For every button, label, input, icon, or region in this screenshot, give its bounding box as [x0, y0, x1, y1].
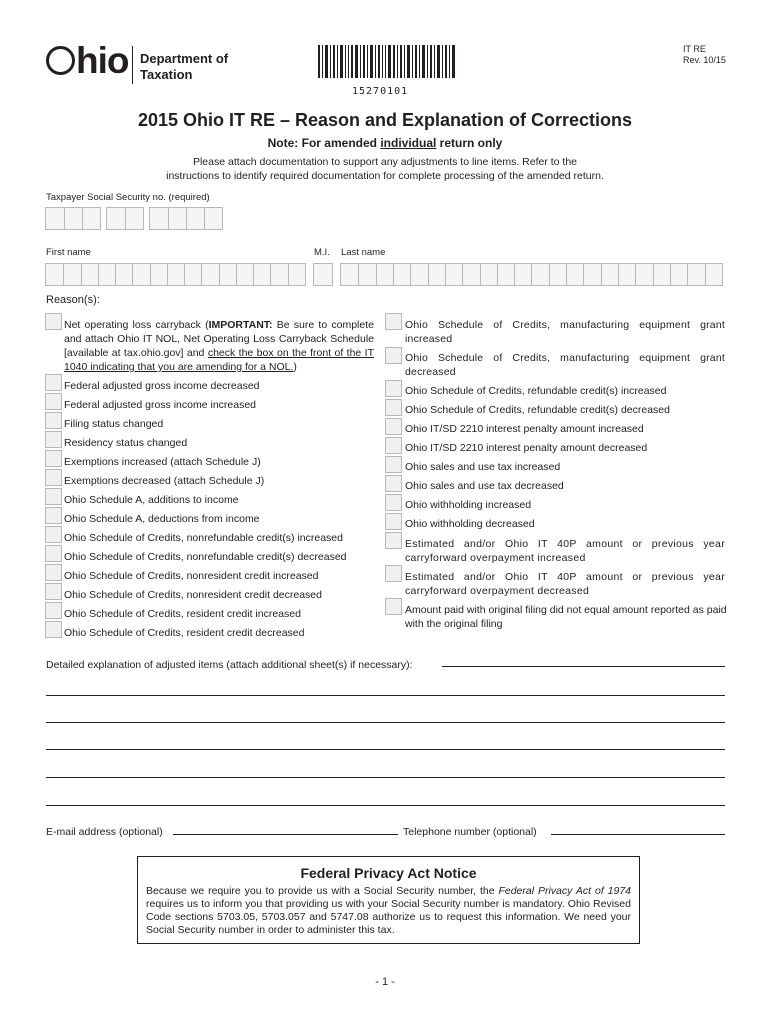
reason-left-11: Ohio Schedule of Credits, nonresident credit increased — [64, 570, 319, 582]
reason-right-10: Ohio withholding decreased — [405, 518, 535, 530]
privacy-notice — [137, 856, 640, 944]
explanation-line-3[interactable] — [46, 722, 725, 723]
reason-right-2: Ohio Schedule of Credits, manufacturing equipment grant decreased — [405, 352, 725, 378]
reason-right-12: Estimated and/or Ohio IT 40P amount or previous year carryforward overpayment decreased — [405, 571, 725, 597]
checkbox-reason-right-11[interactable] — [385, 532, 402, 549]
checkbox-reason-left-8[interactable] — [45, 507, 62, 524]
reason-left-1: Federal adjusted gross income decreased — [64, 380, 260, 392]
form-id: IT RE Rev. 10/15 — [683, 44, 726, 65]
first-name-field[interactable] — [45, 263, 306, 286]
explanation-line-5[interactable] — [46, 777, 725, 778]
checkbox-reason-left-5[interactable] — [45, 450, 62, 467]
checkbox-reason-left-13[interactable] — [45, 602, 62, 619]
explanation-label: Detailed explanation of adjusted items (attach additional sheet(s) if necessary): — [46, 659, 413, 671]
page-number: - 1 - — [375, 976, 395, 988]
reason-left-3: Filing status changed — [64, 418, 164, 430]
checkbox-reason-left-2[interactable] — [45, 393, 62, 410]
ohio-logo-o-icon — [46, 46, 75, 75]
checkbox-reason-right-5[interactable] — [385, 418, 402, 435]
checkbox-reason-right-8[interactable] — [385, 475, 402, 492]
checkbox-reason-right-3[interactable] — [385, 380, 402, 397]
email-field[interactable] — [173, 834, 398, 835]
ssn-field-part2[interactable] — [106, 207, 144, 230]
reason-left-6: Exemptions decreased (attach Schedule J) — [64, 475, 265, 487]
privacy-text: Because we require you to provide us with a Social Security number, the Federal Privacy Act of 1974 requires us to inform you that providing us with your Social Security number is mandatory. Ohio Revised Code sections 5703.05, 5703.057 and 5747.08 authorize us to request this information. We need your Social Security number in order to administer this tax. — [146, 885, 631, 936]
checkbox-reason-left-1[interactable] — [45, 374, 62, 391]
phone-field[interactable] — [551, 834, 725, 835]
reason-right-1: Ohio Schedule of Credits, manufacturing equipment grant increased — [405, 319, 725, 345]
reason-right-7: Ohio sales and use tax increased — [405, 461, 561, 473]
last-name-label: Last name — [341, 247, 386, 258]
checkbox-reason-left-7[interactable] — [45, 488, 62, 505]
phone-label: Telephone number (optional) — [403, 826, 537, 838]
reason-right-6: Ohio IT/SD 2210 interest penalty amount decreased — [405, 442, 648, 454]
checkbox-reason-left-14[interactable] — [45, 621, 62, 638]
checkbox-reason-left-3[interactable] — [45, 412, 62, 429]
reason-nol-carryback: Net operating loss carryback (IMPORTANT: Be sure to complete and attach Ohio IT NOL, Net Operating Loss Carryback Schedule [available at tax.ohio.gov] and check the box on the front of the IT 1040 indicating that you are amending for a NOL.) — [64, 319, 374, 373]
reason-left-12: Ohio Schedule of Credits, nonresident credit decreased — [64, 589, 322, 601]
mi-label: M.I. — [314, 247, 330, 258]
checkbox-reason-left-6[interactable] — [45, 469, 62, 486]
reason-right-4: Ohio Schedule of Credits, refundable credit(s) decreased — [405, 404, 670, 416]
reason-left-10: Ohio Schedule of Credits, nonrefundable credit(s) decreased — [64, 551, 347, 563]
reason-right-8: Ohio sales and use tax decreased — [405, 480, 564, 492]
department-name: Department of Taxation — [140, 51, 229, 82]
ohio-logo: hio — [46, 42, 128, 79]
instructions: Please attach documentation to support any adjustments to line items. Refer to the instructions to identify required documentation for complete processing of the amended return. — [166, 156, 604, 182]
middle-initial-field[interactable] — [313, 263, 333, 286]
explanation-line-2[interactable] — [46, 695, 725, 696]
reason-left-4: Residency status changed — [64, 437, 188, 449]
reason-right-9: Ohio withholding increased — [405, 499, 532, 511]
checkbox-reason-left-4[interactable] — [45, 431, 62, 448]
reason-left-14: Ohio Schedule of Credits, resident credit decreased — [64, 627, 305, 639]
checkbox-reason-left-9[interactable] — [45, 526, 62, 543]
checkbox-reason-right-4[interactable] — [385, 399, 402, 416]
reasons-label: Reason(s): — [46, 294, 100, 306]
checkbox-nol-carryback[interactable] — [45, 313, 62, 330]
last-name-field[interactable] — [340, 263, 723, 286]
ssn-field-part1[interactable] — [45, 207, 101, 230]
reason-right-3: Ohio Schedule of Credits, refundable credit(s) increased — [405, 385, 667, 397]
ssn-field-part3[interactable] — [149, 207, 223, 230]
logo-divider — [132, 46, 133, 84]
explanation-line-6[interactable] — [46, 805, 725, 806]
checkbox-reason-left-10[interactable] — [45, 545, 62, 562]
checkbox-reason-right-9[interactable] — [385, 494, 402, 511]
checkbox-reason-right-7[interactable] — [385, 456, 402, 473]
reason-right-11: Estimated and/or Ohio IT 40P amount or previous year carryforward overpayment increased — [405, 538, 725, 564]
explanation-line-1[interactable] — [442, 666, 725, 667]
page-title: 2015 Ohio IT RE – Reason and Explanation of Corrections — [137, 110, 633, 130]
checkbox-reason-right-6[interactable] — [385, 437, 402, 454]
barcode-number: 15270101 — [352, 86, 409, 97]
checkbox-reason-right-12[interactable] — [385, 565, 402, 582]
reason-left-2: Federal adjusted gross income increased — [64, 399, 257, 411]
privacy-title: Federal Privacy Act Notice — [300, 865, 477, 881]
reason-left-7: Ohio Schedule A, additions to income — [64, 494, 239, 506]
reason-left-9: Ohio Schedule of Credits, nonrefundable credit(s) increased — [64, 532, 343, 544]
reason-left-8: Ohio Schedule A, deductions from income — [64, 513, 260, 525]
checkbox-reason-left-11[interactable] — [45, 564, 62, 581]
explanation-line-4[interactable] — [46, 749, 725, 750]
checkbox-reason-right-2[interactable] — [385, 347, 402, 364]
checkbox-reason-right-10[interactable] — [385, 513, 402, 530]
reason-right-5: Ohio IT/SD 2210 interest penalty amount increased — [405, 423, 644, 435]
email-label: E-mail address (optional) — [46, 826, 163, 838]
note: Note: For amended individual return only — [267, 136, 503, 150]
reason-left-5: Exemptions increased (attach Schedule J) — [64, 456, 261, 468]
first-name-label: First name — [46, 247, 91, 258]
ssn-label: Taxpayer Social Security no. (required) — [46, 192, 210, 203]
checkbox-reason-left-12[interactable] — [45, 583, 62, 600]
checkbox-reason-right-13[interactable] — [385, 598, 402, 615]
checkbox-reason-right-1[interactable] — [385, 313, 402, 330]
barcode-icon — [318, 45, 456, 78]
reason-left-13: Ohio Schedule of Credits, resident credit increased — [64, 608, 301, 620]
reason-right-13: Amount paid with original filing did not equal amount reported as paid with the original filing — [405, 604, 727, 630]
